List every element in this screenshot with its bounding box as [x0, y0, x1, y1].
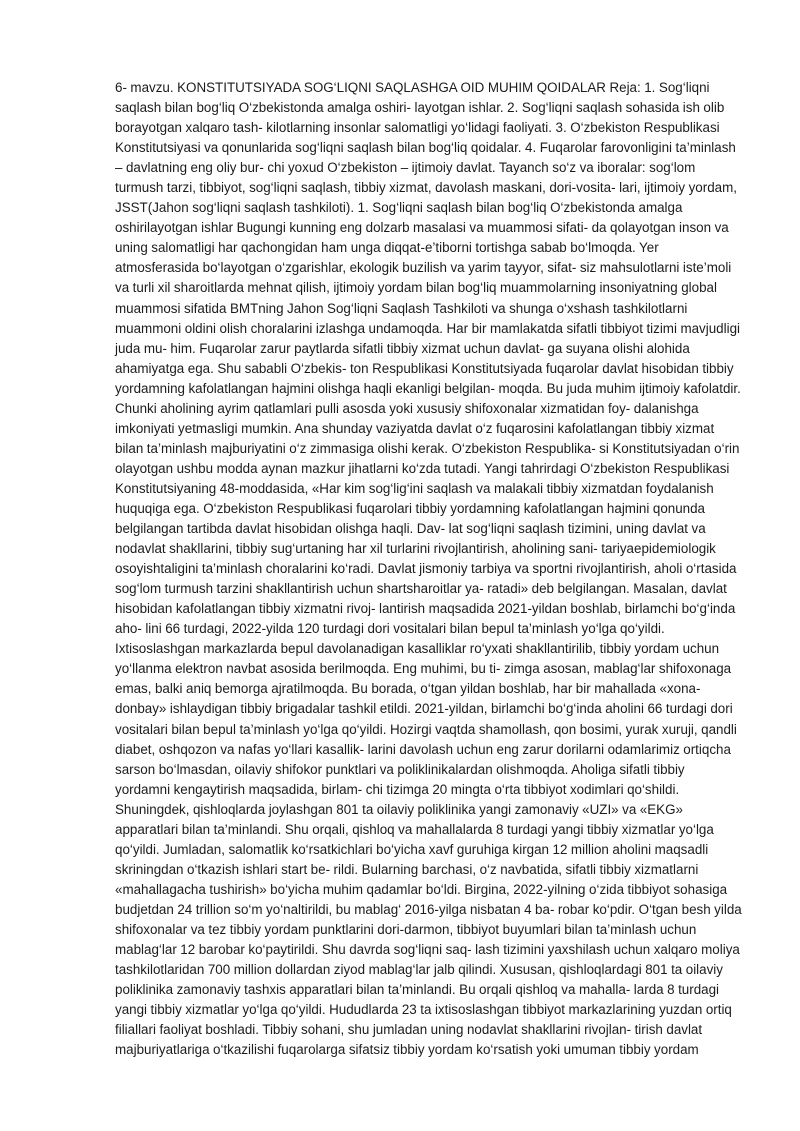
body-paragraph: 6- mavzu. KONSTITUTSIYADA SOG‘LIQNI SAQLASHGA OID MUHIM QOIDALAR Reja: 1. Sog‘liqni saqlash bilan bog‘liq O‘zbekistonda amalga oshiri- layotgan ishlar. 2. Sog‘liqni saqlash sohasida ish olib borayotgan xalqaro tash- kilotlarning insonlar salomatligi yo‘lidagi faoliyati. 3. O‘zbekiston Respublikasi Konstitutsiyasi va qonunlarida sog‘liqni saqlash bilan bog‘liq qoidalar. 4. Fuqarolar farovonligini ta’minlash – davlatning eng oliy bur- chi yoxud O‘zbekiston – ijtimoiy davlat. Tayanch so‘z va iboralar: sog‘lom turmush tarzi, tibbiyot, sog‘liqni saqlash, tibbiy xizmat, davolash maskani, dori-vosita- lari, ijtimoiy yordam, JSST(Jahon sog‘liqni saqlash tashkiloti). 1. Sog‘liqni saqlash bilan bog‘liq O‘zbekistonda amalga oshirilayotgan ishlar Bugungi kunning eng dolzarb masalasi va muammosi sifati- da qolayotgan inson va uning salomatligi har qachongidan ham unga diqqat-e’tiborni tortishga sabab bo‘lmoqda. Yer atmosferasida bo‘layotgan o‘zgarishlar, ekologik buzilish va yarim tayyor, sifat- siz mahsulotlarni iste’moli va turli xil sharoitlarda mehnat qilish, ijtimoiy yordam bilan bog‘liq muammolarning insoniyatning global muammosi sifatida BMTning Jahon Sog‘liqni Saqlash Tashkiloti va shunga o‘xshash tashkilotlarni muammoni oldini olish choralarini izlashga undamoqda. Har bir mamlakatda sifatli tibbiyot tizimi mavjudligi juda mu- him. Fuqarolar zarur paytlarda sifatli tibbiy xizmat uchun davlat- ga suyana olishi alohida ahamiyatga ega. Shu sababli O‘zbekis- ton Respublikasi Konstitutsiyada fuqarolar davlat hisobidan tibbiy yordamning kafolatlangan hajmini olishga haqli ekanligi belgilan- moqda. Bu juda muhim ijtimoiy kafolatdir. Chunki aholining ayrim qatlamlari pulli asosda yoki xususiy shifoxonalar xizmatidan foy- dalanishga imkoniyati yetmasligi mumkin. Ana shunday vaziyatda davlat o‘z fuqarosini kafolatlangan tibbiy xizmat bilan ta’minlash majburiyatini o‘z zimmasiga olishi kerak. O‘zbekiston Respublika- si Konstitutsiyadan o‘rin olayotgan ushbu modda aynan mazkur jihatlarni ko‘zda tutadi. Yangi tahrirdagi O‘zbekiston Respublikasi Konstitutsiyaning 48-moddasida, «Har kim sog‘lig‘ini saqlash va malakali tibbiy xizmatdan foydalanish huquqiga ega. O‘zbekiston Respublikasi fuqarolari tibbiy yordamning kafolatlangan hajmini qonunda belgilangan tartibda davlat hisobidan olishga haqli. Dav- lat sog‘liqni saqlash tizimini, uning davlat va nodavlat shakllarini, tibbiy sug‘urtaning har xil turlarini rivojlantirish, aholining sani- tariyaepidemiologik osoyishtaligini ta’minlash choralarini ko‘radi. Davlat jismoniy tarbiya va sportni rivojlantirish, aholi o‘rtasida sog‘lom turmush tarzini shakllantirish uchun shartsharoitlar ya- ratadi» deb belgilangan. Masalan, davlat hisobidan kafolatlangan tibbiy xizmatni rivoj- lantirish maqsadida 2021-yildan boshlab, birlamchi bo‘g‘inda aho- lini 66 turdagi, 2022-yilda 120 turdagi dori vositalari bilan bepul ta’minlash yo‘lga qo‘yildi. Ixtisoslashgan markazlarda bepul davolanadigan kasalliklar ro‘yxati shakllantirilib, tibbiy yordam uchun yo‘llanma elektron navbat asosida berilmoqda. Eng muhimi, bu ti- zimga asosan, mablag‘lar shifoxonaga emas, balki aniq bemorga ajratilmoqda. Bu borada, o‘tgan yildan boshlab, har bir mahallada «xona- donbay» ishlaydigan tibbiy brigadalar tashkil etildi. 2021-yildan, birlamchi bo‘g‘inda aholini 66 turdagi dori vositalari bilan bepul ta’minlash yo‘lga qo‘yildi. Hozirgi vaqtda shamollash, qon bosimi, yurak xuruji, qandli diabet, oshqozon va nafas yo‘llari kasallik- larini davolash uchun eng zarur dorilarni odamlarimiz ortiqcha sarson bo‘lmasdan, oilaviy shifokor punktlari va poliklinikalardan olishmoqda. Aholiga sifatli tibbiy yordamni kengaytirish maqsadida, birlam- chi tizimga 20 mingta o‘rta tibbiyot xodimlari qo‘shildi. Shuningdek, qishloqlarda joylashgan 801 ta oilaviy poliklinika yangi zamonaviy «UZI» va «EKG» apparatlari bilan ta’minlandi. Shu orqali, qishloq va mahallalarda 8 turdagi yangi tibbiy xizmatlar yo‘lga qo‘yildi. Jumladan, salomatlik ko‘rsatkichlari bo‘yicha xavf guruhiga kirgan 12 million aholini maqsadli skriningdan o‘tkazish ishlari start be- rildi. Bularning barchasi, o‘z navbatida, sifatli tibbiy xizmatlarni «mahallagacha tushirish» bo‘yicha muhim qadamlar bo‘ldi. Birgina, 2022-yilning o‘zida tibbiyot sohasiga budjetdan 24 trillion so‘m yo‘naltirildi, bu mablag‘ 2016-yilga nisbatan 4 ba- robar ko‘pdir. O‘tgan besh yilda shifoxonalar va tez tibbiy yordam punktlarini dori-darmon, tibbiyot buyumlari bilan ta’minlash uchun mablag‘lar 12 barobar ko‘paytirildi. Shu davrda sog‘liqni saq- lash tizimini yaxshilash uchun xalqaro moliya tashkilotlaridan 700 million dollardan ziyod mablag‘lar jalb qilindi. Xususan, qishloqlardagi 801 ta oilaviy poliklinika zamonaviy tashxis apparatlari bilan ta’minlandi. Bu orqali qishloq va mahalla- larda 8 turdagi yangi tibbiy xizmatlar yo‘lga qo‘yildi. Hududlarda 23 ta ixtisoslashgan tibbiyot markazlarining yuzdan ortiq filiallari faoliyat boshladi. Tibbiy sohani, shu jumladan uning nodavlat shakllarini rivojlan- tirish davlat majburiyatlariga o‘tkazilishi fuqarolarga sifatsiz tibbiy yordam ko‘rsatish yoki umuman tibbiy yordam	[115, 80, 742, 1058]
